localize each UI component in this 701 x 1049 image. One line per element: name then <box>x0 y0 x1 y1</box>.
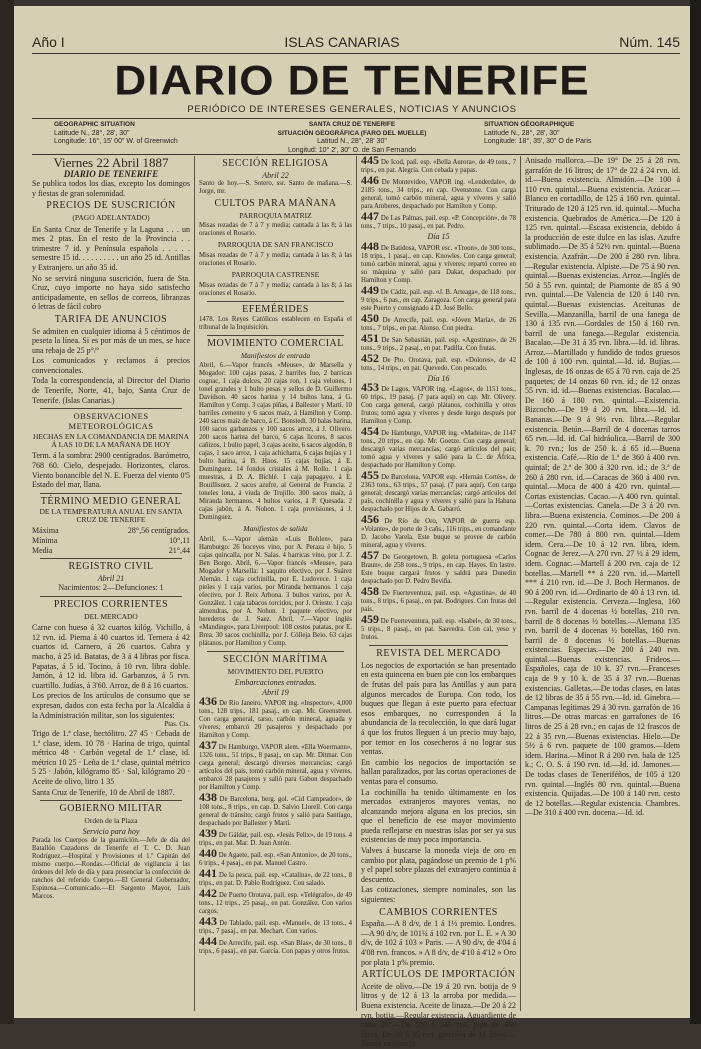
entry-text: De Arrecife, pail. esp. «Jóven María», de 26 tons., 7 trips., en pat. Alonso. Con piedra. <box>361 316 516 332</box>
price-columns-header: Ptas. Cts. <box>164 721 190 729</box>
ship-entry <box>199 886 352 916</box>
column-rule <box>356 156 357 1011</box>
ship-entry <box>361 584 517 614</box>
geo-center-heading: SANTA CRUZ DE TENERIFE <box>308 121 396 128</box>
divider <box>369 645 508 646</box>
ship-entry <box>199 914 353 936</box>
entry-number: 439 <box>199 826 217 841</box>
market-review-p5: Las cotizaciones, siempre nominales, son las siguientes: <box>361 885 516 905</box>
entry-number: 458 <box>361 584 379 599</box>
parish-castrense-text: Misas rezadas de 7 á 7 y media; cantada á las 8; á las oraciones el Rosario. <box>199 281 352 297</box>
ship-entry <box>361 548 517 586</box>
religious-heading: SECCIÓN RELIGIOSA <box>222 158 329 169</box>
ship-entry <box>361 468 517 514</box>
entry-number: 437 <box>199 738 217 753</box>
entry-text: De Fuerteventura, pail. esp. «Agustina», de 40 tons., 8 trips., 6 pasaj., en pat. Bodrigues. Con frutas del país. <box>361 590 517 614</box>
divider <box>32 53 680 54</box>
entry-number: 457 <box>361 548 379 563</box>
market-review-p3: La cochinilla ha tenido últimamente en los mercados extranjeros mayores ventas, no alcanzando mejora alguna en los precios, sin que el beneficio de ese mayor movimiento pueda reflejarse en nuestras islas por ser ya sus existencias de muy poca importancia. <box>361 787 516 845</box>
ship-entry <box>199 866 352 888</box>
incoming-heading: Manifiestos de entrada <box>240 350 311 360</box>
year-label: Año I <box>32 34 65 50</box>
ship-entry <box>361 153 517 175</box>
entry-text: De Agaete, pail. esp. «San Antonio», de 20 tons., 6 trips., 4 pasaj., en pat. Manuel Castro. <box>199 852 352 868</box>
entry-number: 449 <box>361 282 379 297</box>
market-review-p4: Valves á buscarse la moneda vieja de oro en cambio por plata, pagándose un premio de 1 p% y el papel sobre plazas del extranjero continúa á descuento. <box>361 846 516 884</box>
min-temp-row <box>32 536 190 546</box>
ad-rates-text: Se admiten en cualquier idioma á 5 céntimos de peseta la línea. Si es por más de un mes, se hace una rebaja de 25 p°/° <box>32 326 190 355</box>
parish-matriz-text: Misas rezadas de 7 á 7 y media; cantada á las 8; á las oraciones el Rosario. <box>199 222 352 238</box>
weather-subheading: HECHAS EN LA COMANDANCIA DE MARINA Á LAS 10 DE LA MAÑANA DE HOY <box>32 432 190 450</box>
religious-date: Abril 22 <box>262 170 289 180</box>
ad-rates-heading: TARIFA DE ANUNCIOS <box>54 313 168 325</box>
geo-right-lat: Latitude N., 28°, 28', 30" <box>484 129 560 137</box>
entry-number: 452 <box>361 350 379 365</box>
divider <box>32 118 680 119</box>
market-review-p1: Los negocios de exportación se han presentado en esta quincena en buen pie con los embarques de frutas del país para las Antillas y aun para algunos mercados de Europa. Con todo, los buques que llegan á este puerto para efectuar esos embarques, no corresponden á la abundancia de la recolección, lo que dará lugar á que los frutos lleguen á un precio muy bajo, por temor en los cosecheros á no lograr sus ventas. <box>361 660 516 757</box>
place-label: ISLAS CANARIAS <box>284 34 400 50</box>
entry-text: De Icod, pail. esp. «Bella Aurora», de 49 tons., 7 trips., en pat. Alegría. Con cebada y papas. <box>361 159 517 174</box>
price-list-date: Santa Cruz de Tenerife, 10 de Abril de 1887. <box>32 787 175 797</box>
ship-entry <box>361 209 517 231</box>
geo-right <box>484 121 674 147</box>
max-temp-row <box>32 526 190 536</box>
newspaper-page <box>14 6 690 1049</box>
entry-text: De Batidosa, VAPOR esc. «Troon», de 300 tons., 18 trips., 1 pasaj., en cap. Knowles. Con carga general; tomó carbón mineral, agua y víveres; repartó correo en su máquina y salió para Dakar, despachado por Hamilton y Comp. <box>361 244 516 284</box>
mean-temp-value: 21°,44 <box>168 545 190 555</box>
geo-right-heading: SITUATION GÉOGRAPHIQUE <box>484 121 575 128</box>
entry-text: De Hamburgo, VAPOR alem. «Ella Woermann», 1326 tons., 51 trips., 8 pasaj., en cap. Mr. Ditmar. Con carga general; descargó diversos mercancías; cargó artículos del país, tomó carbón mineral, agua y víveres, embarcó 28 pasajeros y salió para Gabon despachado por Hamilton y Comp. <box>199 744 353 792</box>
saints-text: Santo de hoy.—S. Sotero, ssr. Santo de mañana.—S. Jorge, mr. <box>199 180 352 196</box>
parish-sf-text: Misas rezadas de 7 á 7 y media; cantada á las 8; á las oraciones el Rosario. <box>199 251 352 267</box>
ship-entry <box>361 380 516 426</box>
temperature-heading: TÉRMINO MEDIO GENERAL <box>40 495 182 507</box>
entry-number: 442 <box>199 886 217 901</box>
temperature-subheading: DE LA TEMPERATURA ANUAL EN SANTA CRUZ DE TENERIFE <box>39 507 183 525</box>
subscription-prices: En Santa Cruz de Tenerife y la Laguna . . . un mes 2 ptas. En el resto de la Provincia . . trimestre 7 id. y Península española . . . . . semestre 15 id. . . . . . . . . . un año 25 id. Antillas y Extranjero. un año 35 id. <box>32 224 190 272</box>
newspaper-title: DIARIO DE TENERIFE <box>114 57 590 104</box>
consumption-note: Los precios de los artículos de consumo que se expresan, dados con esta fecha por la Alcaldía á la Administración militar, son los siguientes: <box>32 691 190 720</box>
ship-entry <box>361 173 517 211</box>
ship-entry <box>361 512 516 550</box>
day-heading: Día 15 <box>427 232 450 241</box>
brand-name: DIARIO DE TENERIFE <box>63 168 159 179</box>
exchange-heading: CAMBIOS CORRIENTES <box>379 906 498 918</box>
outgoing-heading: Manifiestos de salida <box>243 524 308 534</box>
min-temp-value: 10°,11 <box>169 536 190 545</box>
entry-number: 450 <box>361 310 379 325</box>
entry-text: De Puerto Orotava, pail. esp. «Telégrafo», de 49 tons., 12 trips., 25 pasaj., en pat. González. Con varios cargos. <box>199 892 352 916</box>
entry-text: De San Sebastián, pail. esp. «Agostinas», de 26 tons., 9 trips., 2 pasaj., en pat. Padilla. Con frutas. <box>361 336 516 352</box>
entry-number: 436 <box>199 694 217 709</box>
entry-number: 438 <box>199 790 217 805</box>
entry-text: De Gáldar, pail. esp. «Jesús Felix», de 19 tons. 4 trips., en pat. Mar. D. Juan Antón. <box>199 832 353 848</box>
entry-text: De Arrecife, pail. esp. «San Blas», de 30 tons., 8 trips., 6 pasaj., en pat. García. Con papas y otros frutos. <box>199 940 352 956</box>
mean-temp-row <box>32 546 190 556</box>
parish-matriz-heading: PARROQUIA MATRIZ <box>239 210 312 220</box>
divider <box>40 408 182 409</box>
subscription-subheading: (PAGO ADELANTADO) <box>72 212 150 222</box>
entry-text: De Georgetown, B. goleta portuguesa «Carlos Braun», de 258 tons., 9 trips., en cap. Hayes. En lastre. Este buque cargará frutos y saldrá para Dunedin despachado por D. Pedro Beviña. <box>361 554 517 586</box>
arrivals-date: Abril 19 <box>262 687 289 697</box>
divider <box>40 800 182 801</box>
entry-text: De Río de Oro, VAPOR de guerra esp. «Volante», de porte de 3 cañs., 116 trips., en comandante D. Jacobo Varela. Este buque se provee de carbón mineral, agua y víveres. <box>361 518 516 550</box>
newspaper-subtitle: PERIÓDICO DE INTERESES GENERALES, NOTICIAS Y ANUNCIOS <box>187 104 517 115</box>
service-heading: Servicio para hoy <box>82 827 140 837</box>
entry-text: De Cádiz, pail. esp. «J. B. Arteaga», de 118 tons., 9 trips., 6 pas., en cap. Zaragoza. Con carga general para este Puerto y consignado á D. José Bello. <box>361 288 517 312</box>
civil-registry-heading: REGISTRO CIVIL <box>68 561 154 573</box>
entry-number: 443 <box>199 914 217 929</box>
imports-list: Aceite de olivo.—De 19 á 20 rvn. botija de 9 litros y de 12 á 13 la arroba por medida.—Buena existencia. Aceite de linaza.—De 20 á 22 rvn. botija.—Regular existencia. Aguardiente de caña 20°.—De 500 á 540 rvn. pipa de 450 litros. De 30 á 35 rvn. garrafón de 16 litros.—Buena existencia. <box>361 981 516 1049</box>
entry-text: De Hamburgo, VAPOR ing. «Madeira», de 1147 tons., 20 trips., en cap. Mr. Goetze. Con carga general; descargó varias mercancías; cargó artículos del país; tomó agua y víveres y salió para la C. de África, despachado por Hamilton y Comp. <box>361 430 517 470</box>
day-heading: Día 16 <box>427 373 450 383</box>
divider <box>40 493 182 494</box>
correspondence-note: Toda la correspondencia, al Director del Diario de Tenerife, Norte, 41, bajo, Santa Cruz de Tenerife. (Islas Canarias.) <box>32 376 190 405</box>
civil-registry-date: Abril 21 <box>97 573 125 583</box>
divider <box>207 335 344 336</box>
parish-sf-heading: PARROQUIA DE SAN FRANCISCO <box>217 240 334 250</box>
column-rule <box>194 156 195 1011</box>
ship-entry <box>361 330 516 353</box>
market-prices-list: Carne con hueso á 32 cuartos kilóg. Vichillo, á 12 rvn. id. Pierna á 40 cuartos id. Ternera á 42 cuartos id. Carnero, á 26 cuartos. Cabra y macho, á 25 id. Batatas, de 3 á 4 libras por fisca. Papatas, á 5 id. Tocino, á 10 rvn. libra doble. Jamón, á 12 id. libra id. Garbanzos, á 5 rvn. cuartillo. Judías, á 3'60. Arroz, de 8 á 16 cuartos. <box>32 623 190 690</box>
entry-number: 459 <box>361 612 379 627</box>
column-3 <box>361 153 517 1049</box>
ephemerides-heading: EFEMÉRIDES <box>242 303 309 315</box>
geo-left <box>54 121 244 147</box>
ship-entry <box>361 310 516 333</box>
port-heading: MOVIMIENTO DEL PUERTO <box>227 666 324 676</box>
subscription-note: No se servirá ninguna suscrición, fuera de Sta. Cruz, cuyo importe no haya sido satisfecho anticipadamente, en sellos de correos, libranzas ó letras de fácil cobro <box>32 273 190 312</box>
ship-entry <box>199 934 352 956</box>
ship-entry <box>199 846 352 868</box>
geo-right-long: Longitude: 18°, 35', 30" O de Paris <box>484 138 592 145</box>
entry-text: De Las Palmas, pail. esp. «P. Concepción», de 78 tons., 7 trips., 10 pasaj., en pat. Pedro. <box>361 215 517 230</box>
service-text: Parada los Cuerpos de la guarnición.—Jefe de día del Batallón Cazadores de Tenerife el T. C. D. Juan Rodríguez.—Hospital y Provisiones el 1.º Capitán del mismo cuerpo.—Rondas.—Oficial de vigilancia á las órdenes del Jefe de día y para presenciar la confección de ranchos del referido Cuerpo.—El General Gobernador, Espinosa.—Comunicado.—El Sargento Mayor, Luis Marcos. <box>32 837 190 901</box>
entry-number: 440 <box>199 846 217 861</box>
commerce-heading: MOVIMIENTO COMERCIAL <box>207 338 344 350</box>
ship-entry <box>361 350 516 373</box>
entry-number: 448 <box>361 238 379 253</box>
entry-text: De Pto. Orotava, pail. esp. «Dolores», de 42 tons., 14 trips., en pat. Quevedo. Con pescado. <box>361 356 516 372</box>
min-temp-label: Mínima <box>32 536 58 545</box>
ship-entry <box>361 424 517 470</box>
entry-text: De Lagos, VAPOR ing. «Lagos», de 1151 tons., 60 trips., 19 pasaj. (7 para aquí) en cap. Mr. Olivery. Con carga general, cargó plátanos, cochinilla y otros frutos; tomó agua y víveres y desde luego después por Hamilton y Comp. <box>361 386 516 426</box>
ship-entry <box>199 694 352 740</box>
masthead-topline <box>32 34 680 50</box>
entry-number: 441 <box>199 866 217 881</box>
ship-entry <box>361 282 517 313</box>
entry-number: 451 <box>361 330 379 345</box>
entry-number: 445 <box>361 153 379 167</box>
incoming-text: Abril, 6.—Vapor francés «Meuse», de Marsella y Mogador: 100 cajas pasas, 2 barriles fuo, 2 barricas cognac, 1 caja dulces, 20 cajas ron, 1 caja velones, 1 tonel grandes y 1 bulto pesas y sellos de D. Guillermo Davidson. 40 sacos harina y 14 bultos lana, á G. Hamilton y Comp. 3 cajas piñas, á Ballester y Martí. 10 barriles cemento y 6 sacos maíz, á Hamilton y Comp. 240 sacos maíz de barco, á C. Bonstedt. 30 balas harina, 100 sacos garbanzos y 100 sacos arroz, á J. Olivero. 200 sacos harina del barco, 6 cajas licores, 8 sacos cañizos, 1 bulto papel, 3 cajas aceite, 6 sacos algodón, 8 cajas, 1 saco arroz, 1 caja achicharra, 6 cajas bujías y 1 bulto harina, á B. Hnos. 15 cajas bujías, á E. Domínguez. 14 fondos cristales á M. Rollo. 1 caja muestras, á D. A. Bichlé. 1 caja papagayo, á E. Bouillisuez. 2 sacos azufre, al General de Francia. 2 toneles lona, á viuda de Trujillo. 300 sacos maíz, á Miranda hermanos. 4 bultos varios, á P. Quesada. 2 cajas jabón, á A. Nohon. 1 caja provisiones, á J. Domínguez. <box>199 362 352 522</box>
consumption-prices: Trigo de 1.ª clase, hectólitro. 27 45 · Cebada de 1.ª clase, idem. 10 78 · Harina de trigo, quintal métrico 48 · Carbón vegetal de 1.ª clase, id. métrico 10 25 · Leña de 1.ª clase, quintal métrico 5 25 · Jabón, kilógramo 85 · Sal, kilógramo 20 · Aceite de olivo, litro 1 35 <box>32 729 190 787</box>
column-4 <box>525 156 680 1014</box>
column-rule <box>520 156 521 1011</box>
divider <box>40 596 182 597</box>
civil-registry-text: Nacimientos: 2—Defunciones: 1 <box>58 583 164 593</box>
weather-report: Term. á la sombra: 2900 centígrados. Barómetro, 768 60. Cielo, despejado. Horizontes, claros. Viento bonancible del N. E. Fuerza del viento 0'5 Estado del mar, llana. <box>32 451 190 490</box>
entry-number: 447 <box>361 209 379 223</box>
entry-text: De Río Janeiro, VAPOR ing. «Inspector», 4,000 tons., 128 trips., 181 pasaj., en cap. Mr. Greenstreet. Con carga general, tarso, carbón mineral, aguada y víveres; embarcó 20 pasajeros y despachado por Hamilton y Comp. <box>199 700 352 740</box>
weather-heading: OBSERVACIONES METEOROLÓGICAS <box>68 411 154 431</box>
geo-left-long: Longitude: 16°, 15' 00" W. of Greenwich <box>54 138 178 145</box>
worship-heading: CULTOS PARA MAÑANA <box>214 198 337 210</box>
entry-text: De Barcelona, berg. gol. «Cid Campeador», de 108 tons., 8 trips., en cap. D. Salvio Llorell. Con carga general de tránsito; cargó frutos y salió para Santiago, despachado por Ballester y Martí. <box>199 796 353 828</box>
entry-text: De la pesca, pail. esp. «Catalina», de 22 tons., 8 trips., en pat. D. Pablo Rodríguez. Con salado. <box>199 872 352 888</box>
column-1 <box>32 156 190 1014</box>
page-edge <box>690 0 701 1024</box>
market-prices-subheading: DEL MERCADO <box>84 611 138 621</box>
ship-entry <box>361 612 516 642</box>
ship-entry <box>361 238 516 285</box>
market-review-heading: REVISTA DEL MERCADO <box>376 648 501 660</box>
ephemerides-text: 1478. Los Reyes Católicos establecen en España el tribunal de la Inquisición. <box>199 316 352 332</box>
order-heading: Orden de la Plaza <box>84 815 138 825</box>
mean-temp-label: Media <box>32 545 53 555</box>
column-2 <box>199 156 352 1014</box>
entry-number: 453 <box>361 380 379 395</box>
publication-note: Se publica todos los días, excepto los domingos y fiestas de gran solemnidad. <box>32 179 190 198</box>
geo-center-lat: Latitud N., 28°, 28' 30" <box>317 138 387 145</box>
market-prices-heading: PRECIOS CORRIENTES <box>53 598 169 610</box>
geo-center-subheading: SITUACIÓN GEOGRÁFICA (FARO DEL MUELLE) <box>277 129 427 137</box>
geo-center <box>252 121 452 155</box>
entry-number: 456 <box>361 512 379 527</box>
ship-entry <box>199 826 353 848</box>
entry-text: De Montevideo, VAPOR ing. «Lenderdale», de 2185 tons., 34 trips., en cap. Ovenstone. Con carga general, tomó carbón mineral, agua y víveres y salió para Amberes, despachado por Hamilton y Comp. <box>361 179 517 210</box>
entry-number: 446 <box>361 173 379 187</box>
arrivals-heading: Embarcaciones entradas. <box>234 678 317 688</box>
divider <box>207 651 344 652</box>
book-spine <box>0 0 14 1024</box>
geo-left-heading: GEOGRAPHIC SITUATION <box>54 121 135 128</box>
entry-text: De Barcelona, VAPOR esp. «Hernán Cortés», de 2363 tons., 63 trips., 57 pasaj. (7 para aquí). Con carga general; descargó varias mercancías; cargó artículos del país, cochinilla y agua y víveres y salió para la Habana despachado por Hijos de A. Gabarró. <box>361 474 517 514</box>
ad-rates-note: Los comunicados y reclamos á precios convencionales. <box>32 356 190 375</box>
military-heading: GOBIERNO MILITAR <box>59 803 163 815</box>
entry-text: De Tablado, pail. esp. «Manuel», de 13 tons., 4 trips., 7 pasaj., en pat. Mechart. Con varios. <box>199 920 353 936</box>
entry-number: 454 <box>361 424 379 439</box>
ship-entry <box>199 790 353 828</box>
issue-number: Núm. 145 <box>619 34 680 50</box>
maritime-heading: SECCIÓN MARÍTIMA <box>223 653 328 665</box>
parish-castrense-heading: PARROQUIA CASTRENSE <box>231 269 320 279</box>
exchange-rates: España.—A 8 d/v, de 1 á 1½ premio. Londres.—A 90 d/v, de 101¼ á 102 rvn. por L. E. » A 30 d/v, de 102 á 103 » Paris. — A 90 d/v, de 4'04 á 4'08 rvn. francos. » A 8 d/v, de 4'10 á 4'12 » Oro por plata 1 p% premio. <box>361 919 516 967</box>
max-temp-label: Máxima <box>32 526 59 536</box>
subscription-heading: PRECIOS DE SUSCRICIÓN <box>46 200 176 212</box>
outgoing-text: Abril, 6.—Vapor alemán «Luis Bohlen», para Hamburgo: 26 boceyes vino, por A. Peraza é hijo. 5 cajas quincalla, por N. Salas. 4 barricas vino, por J. Z. Ben Borgo. Abril, 6.—Vapor francés «Meuse», para Mogador y Marsella: 1 saquito efectivo, por J. Suárez Alemán. 1 caja cochinilla, por E. Ludovece. 1 caja pieles y 1 caja varios, por Miranda hermanos. 1 caja efectivo, por J. Reix Arbona. 3 bultos varios, por A. González. 1 caja tabacos torcidos, por J. Orieste. 1 caja almendras, por A. Nohon. 1 paquete efectivo, por herederos de J. Saez. Abril, 7.—Vapor inglés «Mandingo», para Liverpool: 108 cestos patatas, por E. Brea. 30 sacos cochinilla, por J. Cólleja Beio. 63 cajas plátanos, por Hamilton y Comp. <box>199 535 352 647</box>
entry-number: 444 <box>199 934 217 949</box>
max-temp-value: 28°,56 centígrados. <box>127 526 190 536</box>
geo-center-long: Longitud: 10° 2', 30" O. de San Fernando <box>287 146 417 154</box>
entry-number: 455 <box>361 468 379 483</box>
market-review-p2: En cambio los negocios de importación se hallan paralizados, por las cortas operaciones de ventas para el consumo. <box>361 757 516 786</box>
imports-heading: ARTÍCULOS DE IMPORTACIÓN <box>361 969 516 981</box>
divider <box>40 558 182 559</box>
geo-left-lat: Latitude N., 28°, 28', 30" <box>54 129 130 137</box>
ship-entry <box>199 738 353 792</box>
imports-continued: Anisado mallorca.—De 19° De 25 á 28 rvn. garrafón de 16 litros; de 17° de 22 á 24 rvn. id. id.—Buena existencia. Almidón.—De 100 á 110 rvn. quintal.—Buena existencia. Azúcar.—Blanco en cortadillo, de 125 á 160 rvn. quintal. Triturado de 120 á 125 rvn. id. quintal.—Mucha existencia. Quebrados de América.—De 120 á 125 rvn. quintal.—Escasa existencia, debido á la producción de este dulce en las islas. Azufre sublimado.—De 35 á 52½ rvn. quintal.—Buena existencia. Azafrán.—De 200 á 280 rvn. libra.—Regular existencia. Alpiste.—De 75 á 90 rvn. quintal.—Buenas existencias. Arroz.—Inglés de 50 á 55 rvn. quintal; de Piamonte de 85 á 90 rvn. quintal.—De Valencia de 120 á 140 rvn. quintal.—Buenas existencias. Aceitunas de Sevilla.—Manzanilla, barril de una fanega de 130 á 135 rvn.—Gordales de 150 á 160 rvn. barril de una fanega.—Regular existencia. Bacalao.—De 31 á 35 rvn. libra.—Id. id. libras. Arroz.—Martillado y fundido de todos gruesos de 100 á 100 rvn. quintal.—Id. id. Bujías.—Inglesas, de 16 onzas de 65 á 70 rvn. caja de 25 paquetes; de 14 onzas 60 rvn. id.; de 12 onzas 55 rvn. id. id.—Buenas existencias. Bacalao.—De 160 á 180 rvn. quintal.—Existencia. Bizcocho.—De 19 á 20 rvn. libra.—Id. id. Bananas.—De 9 á 9½ rvn. libra.—Regular existencia. Betún.—Barril de 4 docenas tarros 65 rvn.—Id. id. Cal hidráulica.—Barril de 300 k. 70 rvn.; los de 250 k. á 65 id.—Buena existencia. Café.—Río de 1.ª de 360 á 400 rvn. quintal; de 2.ª de 300 á 320 rvn. id.; de 3.ª de 260 á 280 rvn. id.—Caracas de 360 á 400 rvn. quintal.—Moca de 400 á 420 rvn. quintal.—Cortas existencias. Cacao.—A 400 rvn. quintal.—Cortas existencias. Canela.—De 3 á 20 rvn. libra.—Buena existencia. Cominos.—De 200 á 220 rvn. quintal.—Corta idem. Clavos de comer.—De 780 á 800 rvn. quintal.—Idem idem. Cera.—De 10 á 12 rvn. libra, idem. Cognac de Jerez.—A 270 rvn. 27 ½ á 29 idem, idem. Cognac.—Martell á 200 rvn. caja de 12 botellas.—Martell ** á 220 rvn. id.—Martell *** á 210 rvn. id.—De J. Boch Hermanos. de 90 á 200 rvn. id.—Ordinario de 40 á 13 rvn. id.—Regular existencia. Cerveza.—Inglesa, 160 rvn. barril de 4 docenas ½ botellas, 210 rvn. barril de 8 docenas ½ botellas.—Alemana 135 rvn. barril de 4 docenas ½ botellas, 160 rvn. barril de 8 docenas ½ botellas.—Buenas existencias. Especias.—De 200 á 240 rvn. quintal.—Buenas existencias. Frideos.—Españoles, caja de 10 k. 37 rvn.—Franceses caja de 9 y 10 k. de 35 á 37 rvn.—Buenas existencias. Galletas.—De todas clases, en latas de 12 libras de 35 á 55 rvn.—Id. id. Ginebra.—Campanas legítimas 29 á 30 rvn. garrafón de 16 litros.—De otras marcas en garrafones de 16 litros de 25 á 28 rvn.; en cajas de 12 frascos de 22 á 35 rvn.—Buenas existencias. Hielo.—De 5½ á 6 rvn. paquete de 100 gramos.—Idem idem. Harina.—Minot R á 200 rvn. bala de 125 k.; C. O. S. á 190 rvn. id.—Id. id. Jamones.—De todas clases de Teneriféños, de 105 á 120 rvn. quintal.—Inglés 80 rvn. quintal.—Buena existencia. Quijadas.—De 100 á 140 rvn. cesto de 12 botellas.—Regular existencia. Chambres.—De 310 á 400 rvn. docena.—Id. id. <box>525 156 680 818</box>
divider <box>207 301 344 302</box>
issue-date: Viernes 22 Abril 1887 <box>53 155 169 170</box>
entry-text: De Fuerteventura, pail. esp. «Isabel», de 30 tons., 5 trips., 8 pasaj., en pat. Saavedra. Con cal, yeso y frutos. <box>361 618 516 642</box>
